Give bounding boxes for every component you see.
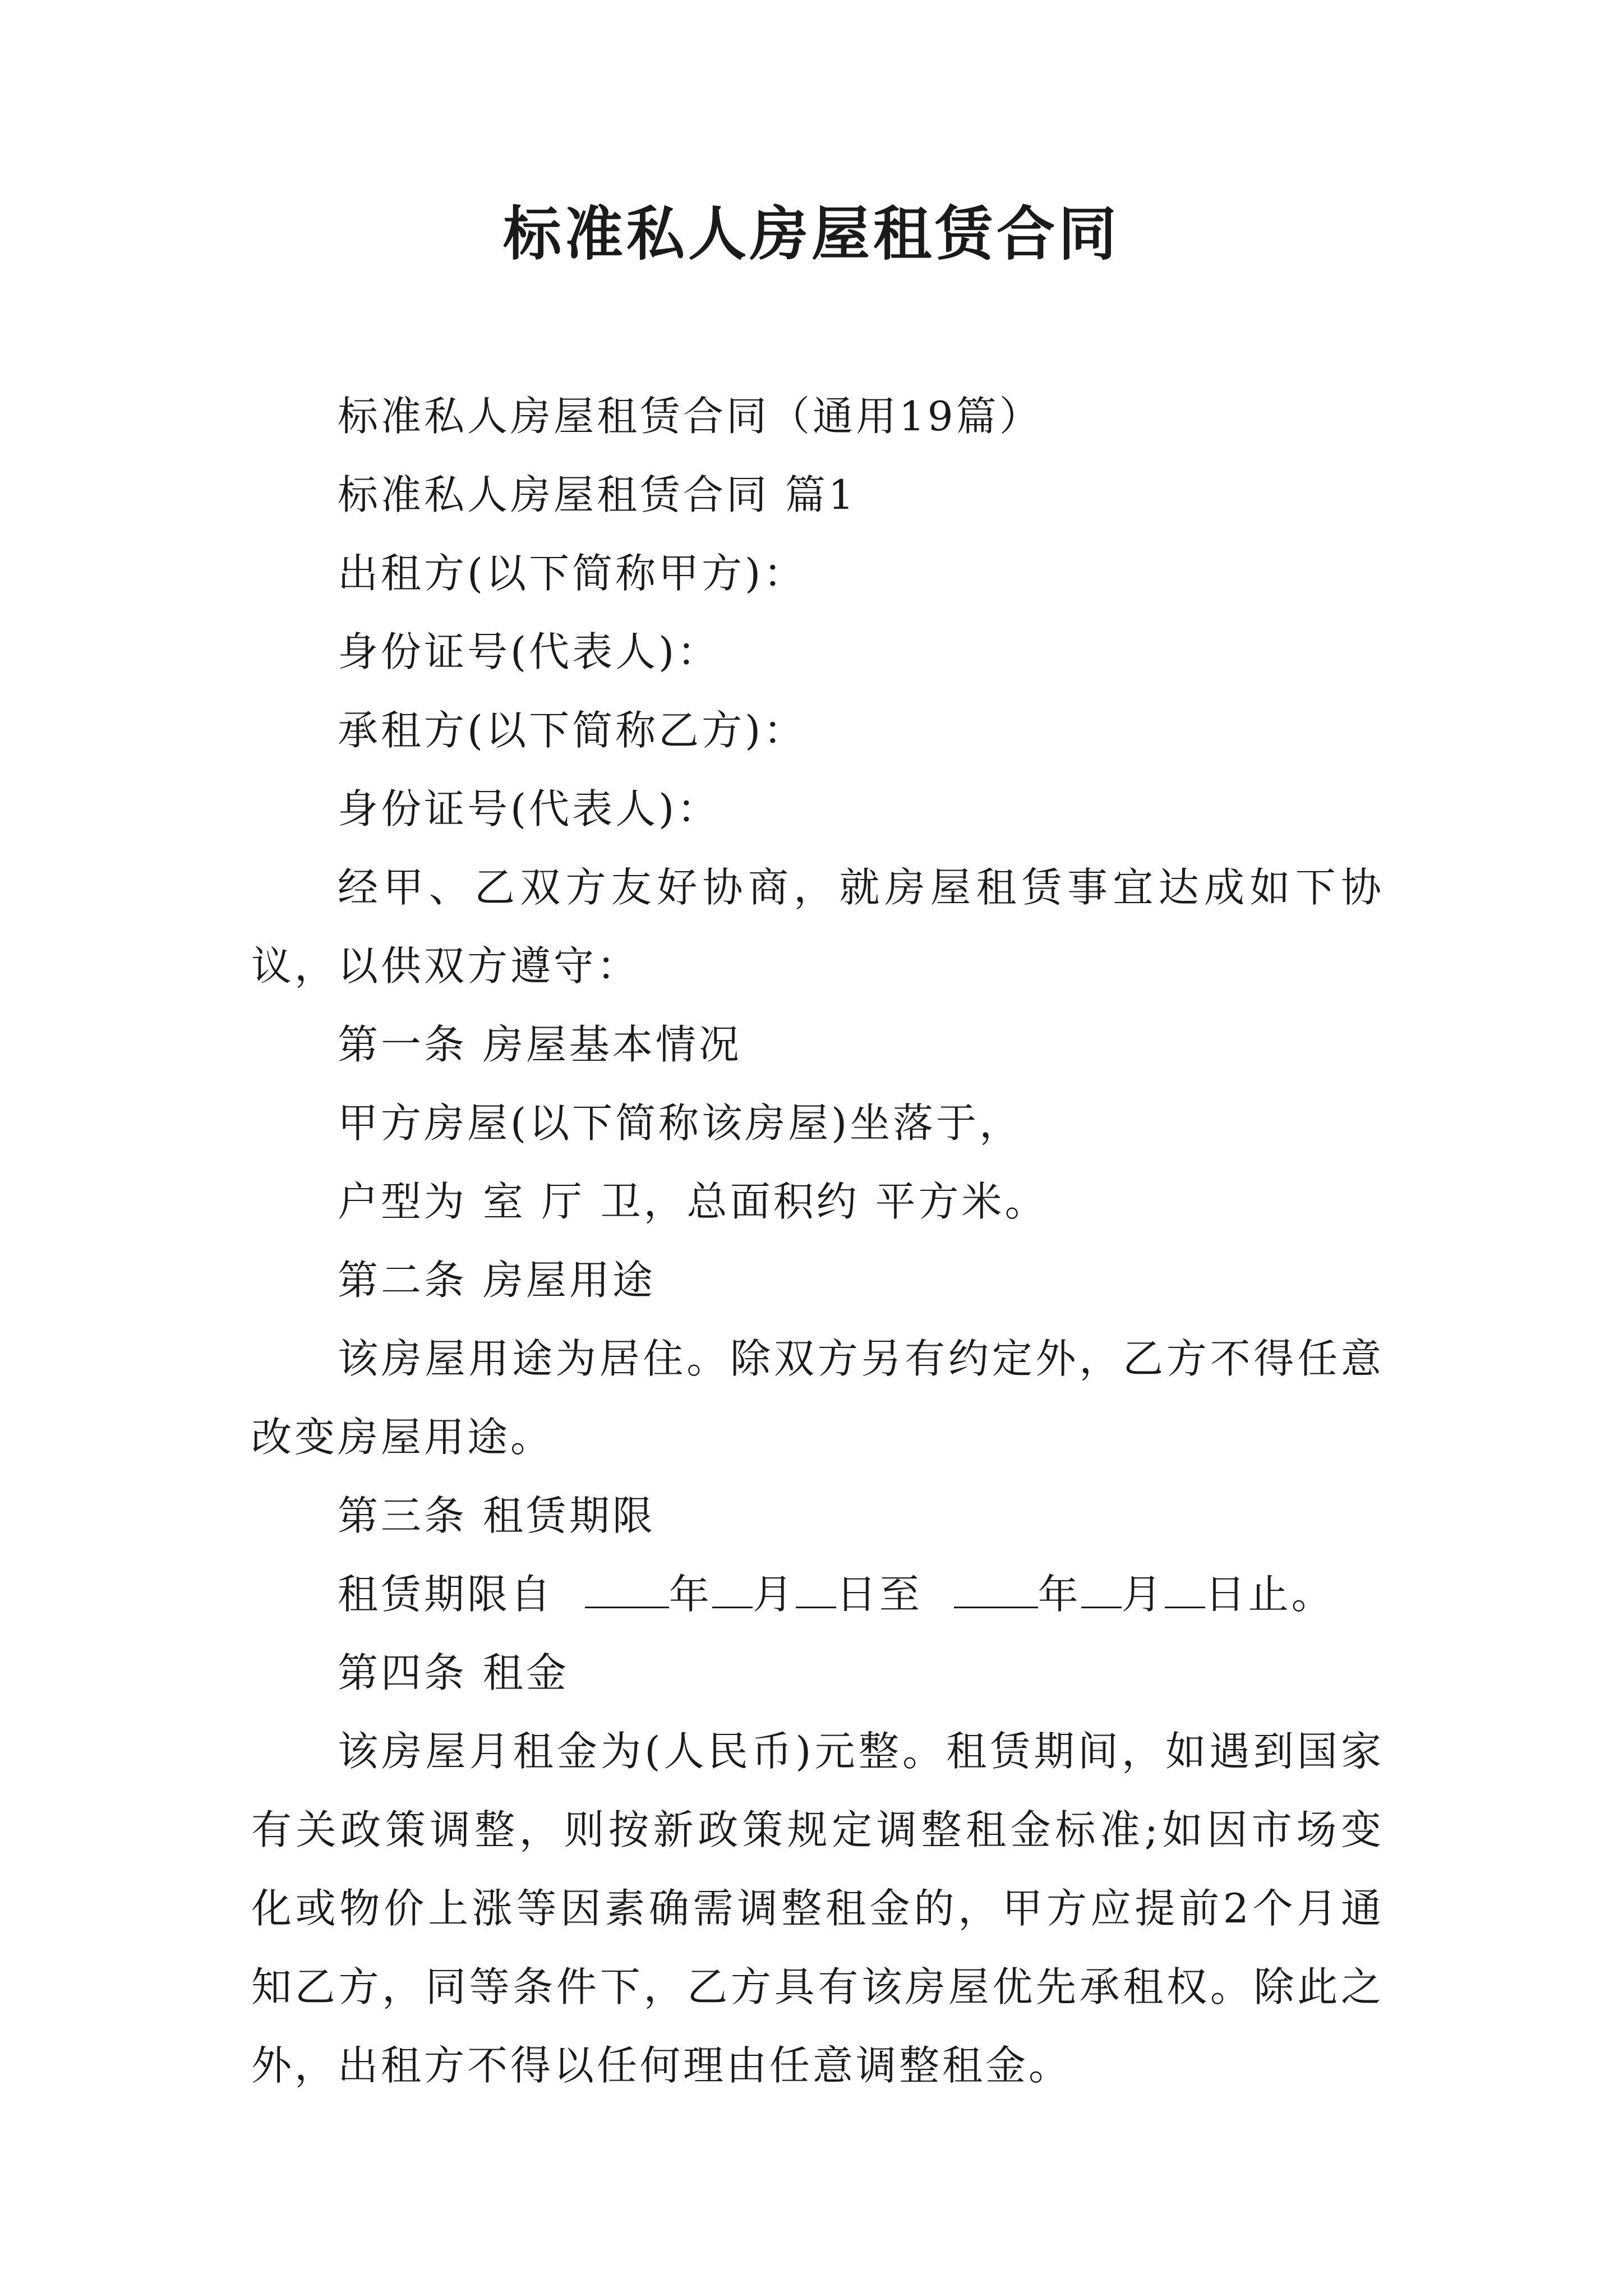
lease-term-year2: 年 [1038,1571,1081,1618]
blank-start-year [585,1573,669,1608]
paragraph-lessee: 承租方(以下简称乙方)： [338,707,807,754]
lease-term-year1: 年 [668,1571,712,1618]
article-2-heading: 第二条 房屋用途 [338,1257,656,1304]
lease-term-day1: 日至 [836,1571,923,1618]
article-3-heading: 第三条 租赁期限 [338,1492,656,1539]
blank-end-month [1081,1573,1122,1608]
paragraph-lessee-id: 身份证号(代表人)： [338,785,721,832]
blank-start-month [712,1573,753,1608]
article-4-body: 该房屋月租金为(人民币)元整。租赁期间，如遇到国家有关政策调整，则按新政策规定调整租金标准;如因市场变化或物价上涨等因素确需调整租金的，甲方应提前2个月通知乙方，同等条件下，乙方具有该房屋优先承租权。除此之外，出租方不得以任何理由任意调整租金。 [251,1728,1384,2089]
article-1-layout: 户型为 室 厅 卫，总面积约 平方米。 [338,1178,1048,1225]
article-2-body: 该房屋用途为居住。除双方另有约定外，乙方不得任意改变房屋用途。 [251,1335,1384,1461]
lease-term-month1: 月 [752,1571,796,1618]
blank-end-year [954,1573,1038,1608]
article-4-heading: 第四条 租金 [338,1649,569,1696]
document-body [251,377,1384,2105]
document-title: 标准私人房屋租赁合同 [502,199,1120,268]
blank-end-day [1165,1573,1205,1608]
article-1-heading: 第一条 房屋基本情况 [338,1021,742,1068]
paragraph-lessor: 出租方(以下简称甲方)： [338,550,807,597]
paragraph-subtitle: 标准私人房屋租赁合同（通用19篇） [338,393,1043,440]
article-3-lease-term [251,1555,1384,1634]
paragraph-lessor-id: 身份证号(代表人)： [338,628,721,675]
lease-term-prefix: 租赁期限自 [338,1571,554,1618]
lease-term-day2: 日止。 [1205,1571,1335,1618]
paragraph-agreement-intro: 经甲、乙双方友好协商，就房屋租赁事宜达成如下协议，以供双方遵守： [251,864,1384,990]
lease-term-month2: 月 [1121,1571,1165,1618]
article-1-location: 甲方房屋(以下简称该房屋)坐落于， [338,1099,1023,1147]
paragraph-section-heading: 标准私人房屋租赁合同 篇1 [338,471,857,518]
blank-start-day [796,1573,836,1608]
